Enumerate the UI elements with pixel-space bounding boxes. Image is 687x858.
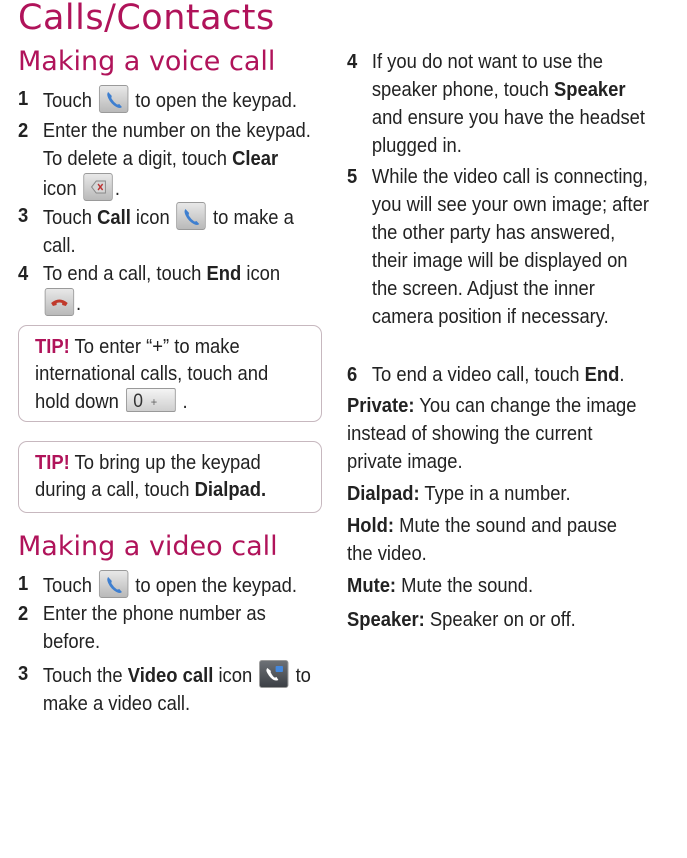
step-text-c: icon bbox=[135, 207, 170, 229]
step-text-b: to open the keypad. bbox=[135, 575, 297, 597]
step-text bbox=[43, 260, 319, 318]
definition-desc: Type in a number. bbox=[424, 483, 571, 505]
step-bold: Call bbox=[97, 207, 131, 229]
video-call-icon bbox=[259, 660, 288, 688]
step-number: 4 bbox=[347, 51, 358, 73]
tip-body: To bring up the keypad during a call, touch bbox=[35, 452, 261, 501]
step-bold: End bbox=[584, 364, 620, 386]
step-text-c: icon bbox=[246, 263, 281, 285]
step-text bbox=[372, 361, 666, 389]
step-number: 2 bbox=[18, 120, 29, 142]
phone-handset-icon bbox=[99, 570, 128, 598]
step-text bbox=[43, 117, 319, 203]
step-text-c: and ensure you have the headset plugged in. bbox=[371, 107, 645, 157]
definition-desc: You can change the image instead of showing the current private image. bbox=[347, 395, 637, 473]
step-text-a: If you do not want to use the speaker phone, touch bbox=[371, 51, 604, 101]
end-call-icon bbox=[45, 288, 74, 316]
phone-handset-icon bbox=[99, 85, 128, 113]
voice-call-heading: Making a voice call bbox=[18, 46, 276, 77]
definition-term: Dialpad: bbox=[347, 483, 420, 505]
definition-term: Private: bbox=[347, 395, 415, 417]
definition-term: Speaker: bbox=[347, 609, 425, 631]
step-number: 1 bbox=[18, 573, 29, 595]
definition-private bbox=[347, 392, 651, 476]
step-number: 1 bbox=[18, 88, 29, 110]
step-text-c: icon bbox=[42, 178, 77, 200]
step-text: While the video call is connecting, you will see your own image; after the other party has answered, their image will be displayed on the screen. Adjust the inner camera position if necessary. bbox=[371, 166, 649, 328]
step-text bbox=[43, 570, 319, 600]
step-text-c: icon bbox=[218, 665, 253, 687]
step-bold: Video call bbox=[127, 665, 214, 687]
definition-hold bbox=[347, 512, 623, 568]
step-text bbox=[43, 85, 319, 115]
step-text-d: to make a call. bbox=[42, 207, 294, 257]
tip-box-international bbox=[18, 325, 322, 422]
step-text bbox=[43, 660, 319, 718]
step-number: 4 bbox=[18, 263, 29, 285]
step-bold: Clear bbox=[232, 148, 279, 170]
tip-text bbox=[35, 450, 302, 504]
step-text-a: To end a call, touch bbox=[42, 263, 202, 285]
step-text-a: To end a video call, touch bbox=[371, 364, 580, 386]
video-call-heading: Making a video call bbox=[18, 531, 278, 562]
page-title: Calls/Contacts bbox=[18, 0, 275, 38]
definition-dialpad bbox=[347, 480, 651, 508]
tip-label: TIP! bbox=[35, 336, 70, 358]
step-number: 6 bbox=[347, 364, 358, 386]
definition-desc: Mute the sound. bbox=[401, 575, 534, 597]
step-text-a: Enter the number on the keypad. To delete a digit, touch bbox=[42, 120, 311, 170]
definition-desc: Speaker on or off. bbox=[429, 609, 576, 631]
step-text bbox=[43, 202, 319, 260]
step-text-d: . bbox=[619, 364, 625, 386]
definition-mute bbox=[347, 572, 651, 600]
definition-desc: Mute the sound and pause the video. bbox=[347, 515, 618, 565]
clear-backspace-icon bbox=[84, 173, 113, 201]
tip-end: . bbox=[182, 391, 188, 413]
step-number: 2 bbox=[18, 603, 29, 625]
step-bold: Speaker bbox=[553, 79, 626, 101]
step-text: Enter the phone number as before. bbox=[42, 603, 266, 653]
step-text-a: Touch bbox=[42, 90, 92, 112]
tip-text bbox=[35, 334, 302, 416]
step-text-d: to make a video call. bbox=[42, 665, 311, 715]
key-digit: 0 bbox=[133, 391, 143, 412]
tip-body: To enter “+” to make international calls, touch and hold down bbox=[35, 336, 269, 413]
tip-bold: Dialpad. bbox=[194, 479, 267, 501]
definition-speaker bbox=[347, 606, 651, 634]
definition-term: Mute: bbox=[347, 575, 397, 597]
phone-handset-icon bbox=[177, 202, 206, 230]
step-text-d: . bbox=[114, 178, 120, 200]
key-plus: + bbox=[150, 395, 158, 409]
step-text-a: Touch the bbox=[42, 665, 123, 687]
step-text bbox=[372, 48, 653, 160]
definition-term: Hold: bbox=[347, 515, 395, 537]
zero-plus-key-icon bbox=[126, 388, 176, 412]
step-number: 5 bbox=[347, 166, 358, 188]
step-bold: End bbox=[206, 263, 242, 285]
step-text-a: Touch bbox=[42, 207, 92, 229]
step-text-a: Touch bbox=[42, 575, 92, 597]
step-number: 3 bbox=[18, 205, 29, 227]
tip-label: TIP! bbox=[35, 452, 70, 474]
step-text-d: . bbox=[75, 293, 82, 315]
tip-box-dialpad bbox=[18, 441, 322, 513]
step-text-b: to open the keypad. bbox=[135, 90, 297, 112]
step-number: 3 bbox=[18, 663, 29, 685]
